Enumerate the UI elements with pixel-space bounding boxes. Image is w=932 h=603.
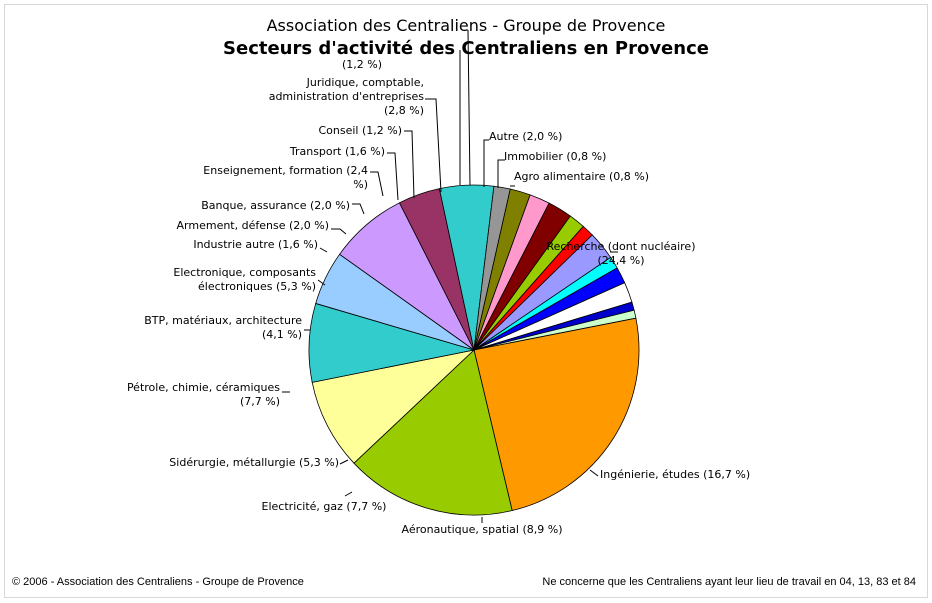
slice-label: BTP, matériaux, architecture (4,1 %) <box>144 314 302 341</box>
slice-label: Recherche (dont nucléaire) (24,4 %) <box>546 240 696 267</box>
slice-label: Transport (1,6 %) <box>289 145 385 158</box>
leader-line <box>320 248 327 252</box>
slice-label: Aéronautique, spatial (8,9 %) <box>401 523 563 536</box>
leader-line <box>498 160 505 188</box>
slice-label: Autre (2,0 %) <box>489 130 563 143</box>
slice-label: Industrie autre (1,6 %) <box>193 238 318 251</box>
leader-line <box>340 460 348 464</box>
chart-title: Association des Centraliens - Groupe de Provence <box>266 16 666 35</box>
slice-label: Electricité, gaz (7,7 %) <box>261 500 387 513</box>
footer-note: Ne concerne que les Centraliens ayant leur lieu de travail en 04, 13, 83 et 84 <box>542 576 916 588</box>
slice-label: Immobilier (0,8 %) <box>504 150 607 163</box>
slice-label: Conseil (1,2 %) <box>318 124 402 137</box>
slice-label: Banque, assurance (2,0 %) <box>201 199 350 212</box>
leader-line <box>352 204 364 214</box>
slice-label: Sidérurgie, métallurgie (5,3 %) <box>169 456 339 469</box>
slice-label: Juridique, comptable, administration d'entreprises (2,8 %) <box>268 76 424 117</box>
leader-line <box>404 131 414 198</box>
slice-label: Ingénierie, études (16,7 %) <box>600 468 751 481</box>
slice-label: Agro alimentaire (0,8 %) <box>514 170 650 183</box>
leader-line <box>370 172 383 196</box>
slice-label: Enseignement, formation (2,4 %) <box>203 164 368 191</box>
leader-line <box>484 140 489 187</box>
leader-line <box>468 30 470 185</box>
slice-label: Armement, défense (2,0 %) <box>176 219 329 232</box>
leader-line <box>590 470 598 476</box>
slice-label: Pétrole, chimie, céramiques (7,7 %) <box>126 381 280 408</box>
chart-subtitle: Secteurs d'activité des Centraliens en Provence <box>223 38 709 59</box>
leader-line <box>425 99 441 192</box>
footer-copyright: © 2006 - Association des Centraliens - Groupe de Provence <box>12 576 304 588</box>
leader-line <box>345 492 352 496</box>
leader-line <box>331 229 346 234</box>
slice-label: (1,2 %) <box>341 58 383 71</box>
slice-label: Electronique, composants électroniques (5,3 %) <box>173 266 316 293</box>
leader-line <box>387 153 398 200</box>
